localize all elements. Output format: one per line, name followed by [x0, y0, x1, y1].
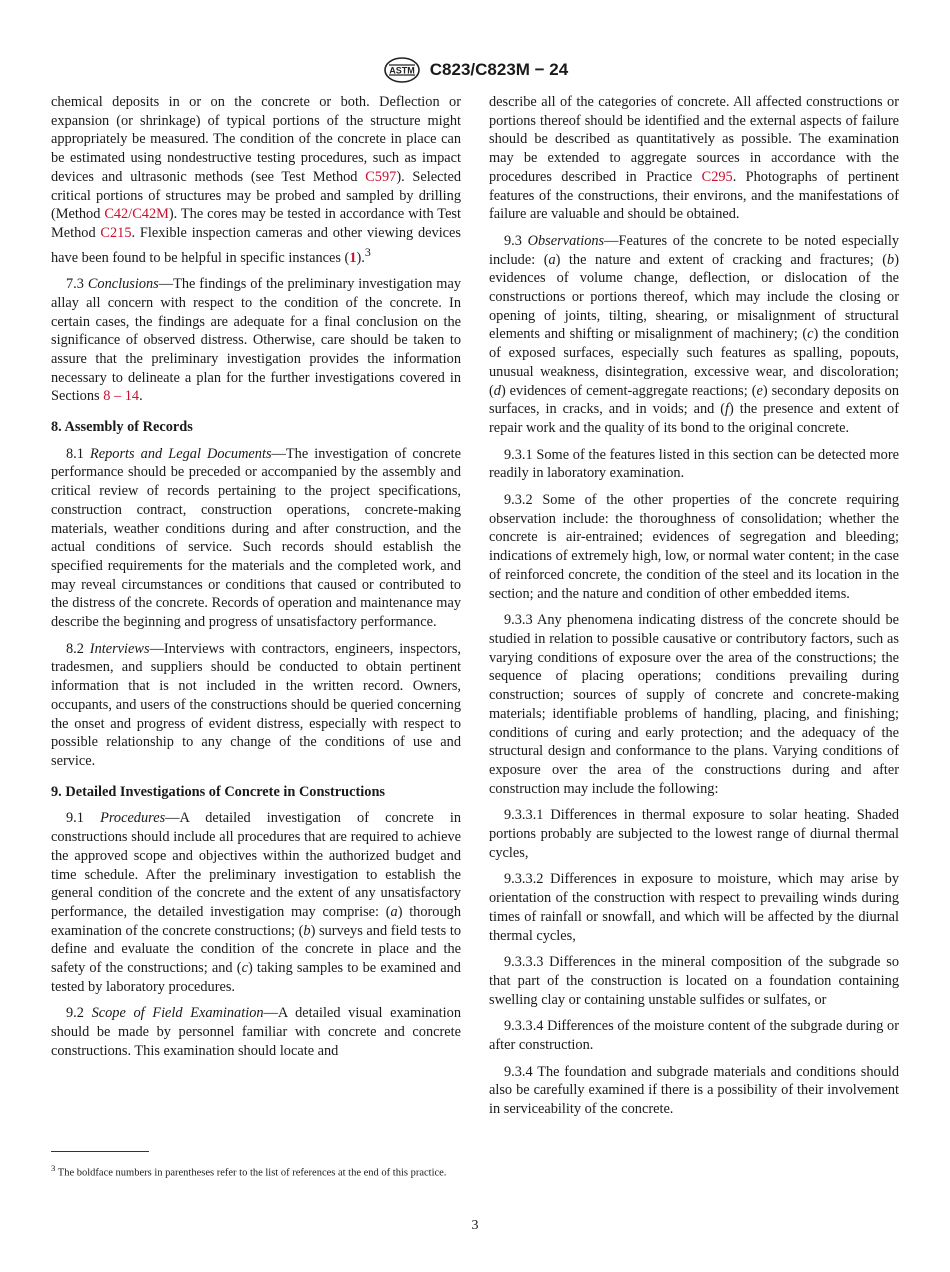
list-letter: d: [493, 382, 501, 399]
link-c597[interactable]: C597: [365, 168, 397, 185]
section-number: 8.2: [66, 640, 90, 657]
text: ) the condition of exposed surfaces, especially such features as spalling, popouts, unusual weakness, disintegration, excessive wear, and discoloration; (: [489, 326, 899, 399]
footnote-text: The boldface numbers in parentheses refer to the list of references at the end of this practice.: [55, 1167, 447, 1179]
text: describe all of the categories of concrete. All affected constructions or portions thereof should be identified and the external aspects of failure should be described as quantitatively as possible. The examination may be extended to aggregate sources in accordance with the procedures described in Practice: [489, 94, 899, 185]
text: ).: [356, 249, 365, 266]
page-number: 3: [471, 1218, 479, 1233]
text: ) secondary deposits on surfaces, in cracks, and in voids; and (: [489, 382, 900, 418]
footnote-mark[interactable]: 3: [364, 244, 371, 259]
list-letter: a: [390, 903, 398, 920]
text: ) the nature and extent of cracking and fractures; (: [555, 251, 888, 268]
astm-logo-icon: [382, 56, 422, 84]
section-title: Procedures: [100, 810, 166, 827]
section-title: Reports and Legal Documents: [90, 445, 272, 462]
paragraph-9-3-2: 9.3.2 Some of the other properties of the concrete requiring observation include: the thoroughness of consolidation; whether the concrete is air-entrained; evidences of segregation and bleeding; indications of extremely high, low, or normal water content; in the case of reinforced concrete, the condition of the steel and its location in the section; and the nature and condition of other embedded items.: [489, 492, 899, 602]
section-number: 7.3: [66, 276, 88, 293]
text: ) taking samples to be examined and tested by laboratory procedures.: [51, 960, 461, 995]
text: —Interviews with contractors, engineers, inspectors, tradesmen, and suppliers should be conducted to obtain pertinent information that is not included in the written record. Owners, occupants, and users of the constructions should be queried concerning the onset and progress of evident distress, especially with respect to possible relationship to any change of the conditions of use and service.: [51, 640, 461, 769]
paragraph-7-3: [51, 275, 461, 406]
text: ). The cores may be tested in accordance with Test Method: [51, 206, 461, 241]
paragraph-9-3-3-2: 9.3.3.2 Differences in exposure to moisture, which may arise by orientation of the construction with respect to prevailing winds during times of rainfall or snowfall, and which will be affected by the diurnal thermal cycles,: [489, 871, 899, 944]
paragraph-9-3-1: 9.3.1 Some of the features listed in this section can be detected more readily in laboratory examination.: [489, 446, 899, 482]
text: ) the presence and extent of repair work and the quality of its bond to the original concrete.: [489, 401, 899, 436]
footnote-number: 3: [51, 1163, 56, 1173]
paragraph-9-2-continued: [489, 93, 899, 224]
text: .: [139, 388, 143, 405]
list-letter: a: [548, 251, 556, 268]
text: ) evidences of cement-aggregate reactions; (: [500, 382, 757, 399]
text: —The findings of the preliminary investigation may allay all concern with respect to the condition of the concrete. In certain cases, the findings are adequate for a final conclusion on the significance of observed distress. Otherwise, care should be taken to assure that the preliminary investigation provides the information necessary to delineate a plan for the further investigations covered in Sections: [51, 276, 461, 405]
section-number: 9.2: [66, 1005, 92, 1022]
list-letter: f: [725, 401, 730, 418]
text: . Photographs of pertinent features of the constructions, their environs, and the manifestations of failure are valuable and should be obtained.: [489, 168, 899, 223]
section-title: Scope of Field Examination: [91, 1005, 264, 1022]
footnote: [51, 1160, 461, 1182]
footnote-divider: [51, 1151, 149, 1152]
section-title: Conclusions: [87, 276, 159, 293]
link-reference-1[interactable]: 1: [349, 249, 357, 266]
paragraph-8-2: [51, 640, 461, 771]
text: —A detailed investigation of concrete in constructions should include all procedures that are required to achieve the approved scope and objectives within the authorized budget and time schedule. After the preliminary investigation to establish the general condition of the concrete and the extent of any unsatisfactory performance, the detailed investigation may comprise: (: [51, 810, 462, 920]
paragraph-7-2-continued: [51, 93, 461, 267]
text: ) thorough examination of the concrete constructions; (: [51, 903, 461, 939]
paragraph-8-1: [51, 445, 461, 632]
section-title: Interviews: [89, 640, 150, 657]
paragraph-9-3-4: 9.3.4 The foundation and subgrade materials and conditions should also be carefully examined if there is a possibility of their involvement in serviceability of the concrete.: [489, 1063, 899, 1118]
text: . Flexible inspection cameras and other viewing devices have been found to be helpful in specific instances (: [51, 224, 461, 266]
text: —The investigation of concrete performance should be preceded or accompanied by the assembly and critical review of records pertaining to the project specifications, construction contract, construction operations, concrete-making materials, weather conditions during and after construction, and the actual conditions of service. Such records should establish the specified requirements for the materials and the completed work, and may reveal circumstances or conditions that caused or contributed to the distress of the concrete. Records of operation and maintenance may describe the beginning and progress of unsatisfactory performance.: [51, 445, 462, 631]
section-title: Observations: [527, 232, 605, 249]
heading-section-8: 8. Assembly of Records: [51, 419, 193, 436]
standard-designation: C823/C823M − 24: [429, 60, 569, 79]
left-column: [51, 93, 461, 1069]
section-number: 8.1: [66, 445, 90, 462]
paragraph-9-3-3: 9.3.3 Any phenomena indicating distress of the concrete should be studied in relation to possible causative or contributory factors, such as varying conditions of exposure over the area of the constructions; the sequence of placing operations; conditions prevailing during construction; sources of supply of concrete and concrete-making materials; identifiable problems of handling, placing, and finishing; conditions of curing and early protection; and the adequacy of the structural design and conformance to the plans. Varying conditions of exposure over the area of the constructions during and after construction may include the following:: [489, 612, 899, 797]
section-number: 9.3: [504, 232, 528, 249]
text: ). Selected critical portions of structures may be probed and sampled by drilling (Method: [51, 168, 461, 223]
text: ) evidences of volume change, deflection, or dislocation of the constructions or portions thereof, which may include the closing or opening of joints, tilting, shearing, or misalignment of structural elements and shifting or misalignment of machinery; (: [489, 251, 899, 343]
link-sections-8-14[interactable]: 8 – 14: [103, 388, 140, 405]
link-c215[interactable]: C215: [100, 224, 132, 241]
list-letter: b: [887, 251, 895, 268]
link-c42[interactable]: C42/C42M: [104, 206, 169, 223]
list-letter: c: [241, 960, 248, 977]
paragraph-9-1: [51, 809, 461, 996]
paragraph-9-2: [51, 1004, 461, 1060]
list-letter: e: [756, 382, 763, 399]
section-number: 9.1: [66, 810, 101, 827]
svg-text:ASTM: ASTM: [389, 65, 415, 76]
list-letter: b: [303, 922, 311, 939]
right-column: [489, 93, 899, 1127]
text: —A detailed visual examination should be made by personnel familiar with concrete and concrete constructions. This examination should locate and: [51, 1005, 461, 1059]
text: —Features of the concrete to be noted especially include: (: [489, 232, 899, 268]
paragraph-9-3-3-1: 9.3.3.1 Differences in thermal exposure to solar heating. Shaded portions probably are subjected to the lowest range of diurnal thermal cycles,: [489, 807, 899, 861]
list-letter: c: [807, 326, 814, 343]
heading-section-9: 9. Detailed Investigations of Concrete in Constructions: [51, 783, 386, 800]
paragraph-9-3-3-4: 9.3.3.4 Differences of the moisture content of the subgrade during or after construction.: [489, 1018, 899, 1054]
text: ) surveys and field tests to define and evaluate the condition of the concrete in place and the safety of the constructions; and (: [51, 922, 462, 977]
paragraph-9-3: [489, 232, 899, 438]
paragraph-9-3-3-3: 9.3.3.3 Differences in the mineral composition of the subgrade so that part of the construction is located on a foundation containing swelling clay or containing unstable sulfides or sulfates, or: [489, 954, 899, 1008]
link-c295[interactable]: C295: [701, 168, 733, 185]
text: chemical deposits in or on the concrete or both. Deflection or expansion (or shrinkage) of typical portions of the structure might appropriately be measured. The condition of the concrete in place can be estimated using nondestructive testing procedures, such as impact devices and ultrasonic methods (see Test Method: [51, 94, 461, 185]
page-header: [0, 56, 950, 84]
